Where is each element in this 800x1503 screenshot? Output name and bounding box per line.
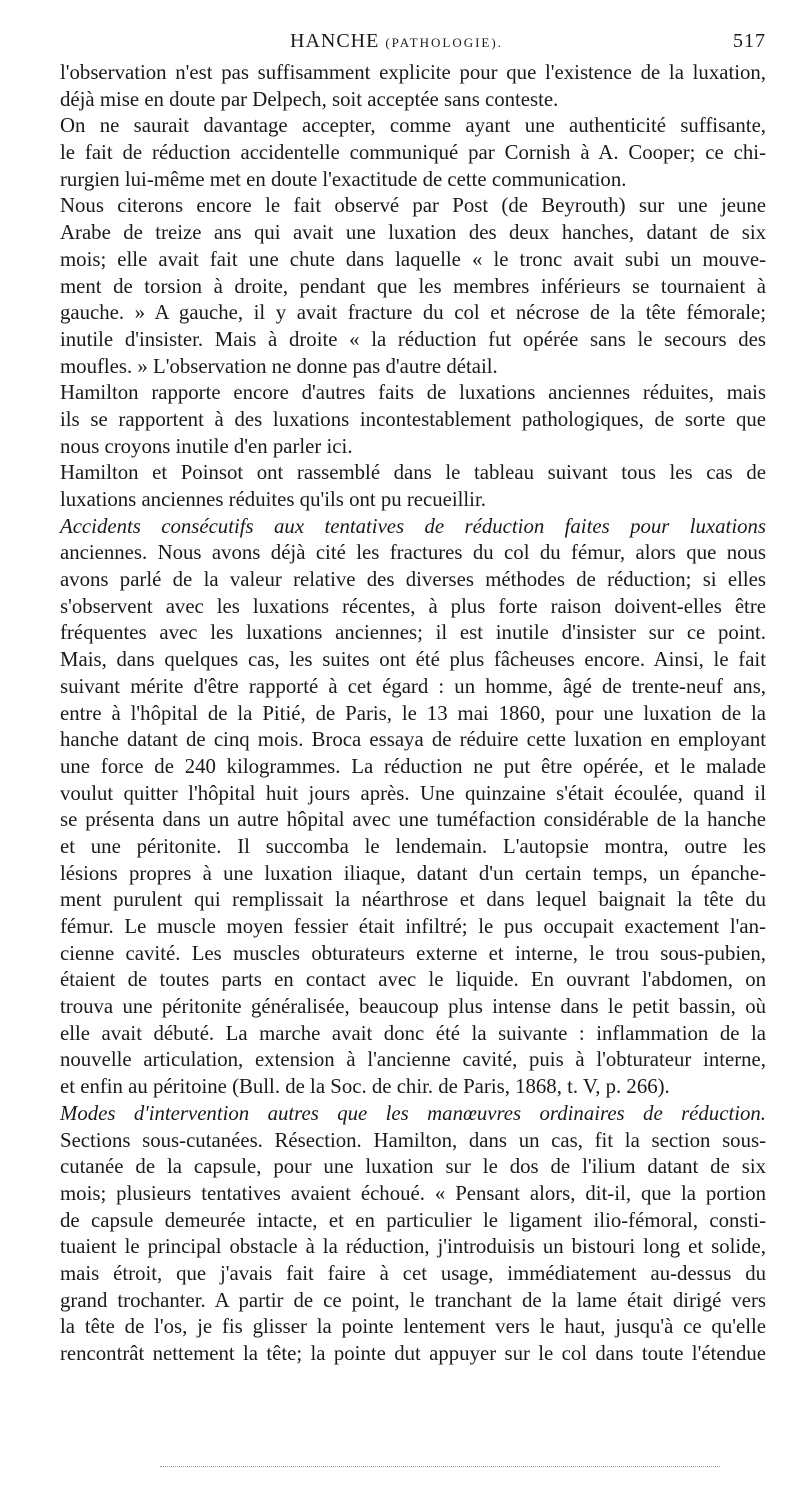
body-text [60, 60, 766, 1394]
text-line: nouvelle articulation, extension à l'ancienne cavité, puis à l'obturateur interne, [60, 1048, 766, 1072]
page-header [60, 30, 770, 58]
text-line: cutanée de la capsule, pour une luxation sur le dos de l'ilium datant de six [60, 1155, 766, 1179]
text-line: Hamilton et Poinsot ont rassemblé dans le tableau suivant tous les cas de [60, 461, 766, 485]
text-line: l'observation n'est pas suffisamment explicite pour que l'existence de la luxation, [60, 61, 766, 84]
text-line: Nous citerons encore le fait observé par Post (de Beyrouth) sur une jeune [60, 194, 766, 218]
text-line [60, 1368, 766, 1395]
running-head-sub: (PATHOLOGIE). [385, 35, 503, 50]
text-line: voulut quitter l'hôpital huit jours après. Une quinzaine s'était écoulée, quand il [60, 781, 766, 805]
running-head: HANCHE (PATHOLOGIE). [290, 30, 503, 52]
text-line: hanche datant de cinq mois. Broca essaya de réduire cette luxation en employant [60, 728, 766, 752]
text-line: se présenta dans un autre hôpital avec une tuméfaction considérable de la hanche [60, 808, 766, 832]
text-line: gauche. » A gauche, il y avait fracture du col et nécrose de la tête fémorale; [60, 301, 766, 325]
footer-dotted-rule [160, 1466, 720, 1467]
text-line: de capsule demeurée intacte, et en particulier le ligament ilio-fémoral, consti- [60, 1208, 766, 1232]
text-line: le fait de réduction accidentelle communiqué par Cornish à A. Cooper; ce chi- [60, 141, 766, 165]
text-line: Mais, dans quelques cas, les suites ont été plus fâcheuses encore. Ainsi, le fait [60, 648, 766, 672]
text-line: une force de 240 kilogrammes. La réduction ne put être opérée, et le malade [60, 754, 766, 778]
text-line: cienne cavité. Les muscles obturateurs externe et interne, le trou sous-pubien, [60, 941, 766, 965]
text-line: et une péritonite. Il succomba le lendemain. L'autopsie montra, outre les [60, 834, 766, 858]
text-line: Arabe de treize ans qui avait une luxation des deux hanches, datant de six [60, 221, 766, 245]
text-line: anciennes. Nous avons déjà cité les fractures du col du fémur, alors que nous [60, 541, 766, 565]
text-line: étaient de toutes parts en contact avec le liquide. En ouvrant l'abdomen, on [60, 968, 766, 992]
text-line: entre à l'hôpital de la Pitié, de Paris, le 13 mai 1860, pour une luxation de la [60, 701, 766, 725]
text-line: et enfin au péritoine (Bull. de la Soc. de chir. de Paris, 1868, t. V, p. 266). [60, 1075, 670, 1099]
text-line: rencontrât nettement la tête; la pointe dut appuyer sur le col dans toute l'étendue [60, 1342, 766, 1365]
text-line: suivant mérite d'être rapporté à cet égard : un homme, âgé de trente-neuf ans, [60, 674, 766, 698]
text-line: trouva une péritonite généralisée, beaucoup plus intense dans le petit bassin, où [60, 995, 766, 1019]
section-heading-line: Accidents consécutifs aux tentatives de réduction faites pour luxations [60, 514, 766, 538]
text-line: nous croyons inutile d'en parler ici. [60, 434, 353, 458]
text-line: Sections sous-cutanées. Résection. Hamilton, dans un cas, fit la section sous- [60, 1128, 766, 1152]
text-line: On ne saurait davantage accepter, comme ayant une authenticité suffisante, [60, 114, 766, 138]
text-line: mois; elle avait fait une chute dans laquelle « le tronc avait subi un mouve- [60, 247, 766, 271]
text-line: s'observent avec les luxations récentes, à plus forte raison doivent-elles être [60, 594, 766, 618]
text-line: elle avait débuté. La marche avait donc été la suivante : inflammation de la [60, 1021, 766, 1045]
text-line: fréquentes avec les luxations anciennes; il est inutile d'insister sur ce point. [60, 621, 766, 645]
text-line: moufles. » L'observation ne donne pas d'autre détail. [60, 354, 498, 378]
text-line: grand trochanter. A partir de ce point, le tranchant de la lame était dirigé vers [60, 1288, 766, 1312]
text-line: déjà mise en doute par Delpech, soit acceptée sans conteste. [60, 87, 559, 111]
text-line: luxations anciennes réduites qu'ils ont pu recueillir. [60, 488, 486, 511]
text-line: inutile d'insister. Mais à droite « la réduction fut opérée sans le secours des [60, 327, 766, 351]
text-line: ils se rapportent à des luxations incontestablement pathologiques, de sorte que [60, 407, 766, 431]
text-line: mois; plusieurs tentatives avaient échoué. « Pensant alors, dit-il, que la portion [60, 1181, 766, 1205]
text-line: fémur. Le muscle moyen fessier était infiltré; le pus occupait exactement l'an- [60, 915, 766, 938]
text-line: tuaient le principal obstacle à la réduction, j'introduisis un bistouri long et solide, [60, 1235, 766, 1259]
text-line: la tête de l'os, je fis glisser la pointe lentement vers le haut, jusqu'à ce qu'elle [60, 1315, 766, 1339]
text-line: rurgien lui-même met en doute l'exactitude de cette communication. [60, 167, 627, 191]
page-number: 517 [733, 30, 766, 52]
text-line: avons parlé de la valeur relative des diverses méthodes de réduction; si elles [60, 568, 766, 592]
text-line: mais étroit, que j'avais fait faire à cet usage, immédiatement au-dessus du [60, 1261, 766, 1285]
text-line: ment purulent qui remplissait la néarthrose et dans lequel baignait la tête du [60, 888, 766, 912]
text-line: Hamilton rapporte encore d'autres faits de luxations anciennes réduites, mais [60, 381, 766, 405]
text-line: lésions propres à une luxation iliaque, datant d'un certain temps, un épanche- [60, 861, 766, 885]
section-heading-line: Modes d'intervention autres que les manœuvres ordinaires de réduction. [60, 1101, 766, 1125]
text-line: ment de torsion à droite, pendant que les membres inférieurs se tournaient à [60, 274, 766, 298]
